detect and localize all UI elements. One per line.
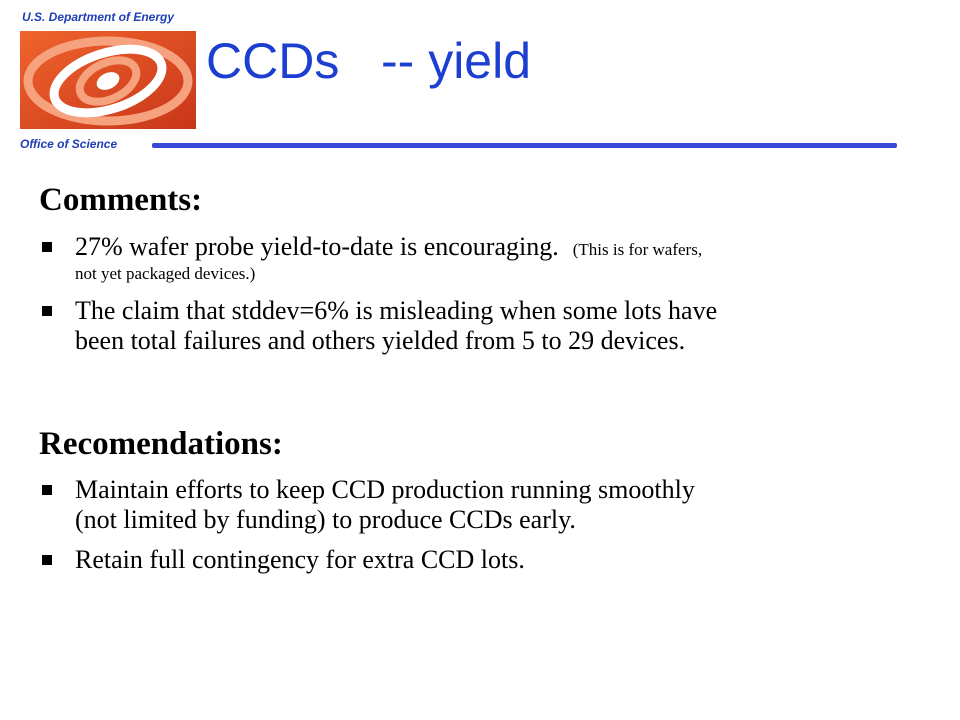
comments-heading: Comments: xyxy=(39,182,203,218)
comments-list xyxy=(39,232,919,356)
square-bullet-icon xyxy=(42,306,52,316)
agency-label: U.S. Department of Energy xyxy=(22,10,175,24)
doe-logo-icon xyxy=(20,31,196,129)
bullet-text: 27% wafer probe yield-to-date is encouraging. xyxy=(75,232,559,261)
square-bullet-icon xyxy=(42,242,52,252)
slide-title: CCDs -- yield xyxy=(206,33,532,89)
list-item xyxy=(39,475,919,535)
bullet-text-line: Maintain efforts to keep CCD production running smoothly xyxy=(75,475,695,504)
list-item xyxy=(39,545,919,575)
bullet-note-continuation: not yet packaged devices.) xyxy=(75,264,256,283)
bullet-text-line: The claim that stddev=6% is misleading when some lots have xyxy=(75,296,718,325)
bullet-note: (This is for wafers, xyxy=(572,240,703,259)
office-label: Office of Science xyxy=(20,137,118,151)
square-bullet-icon xyxy=(42,555,52,565)
list-item xyxy=(39,232,919,286)
recommendations-list xyxy=(39,475,919,575)
recommendations-heading: Recomendations: xyxy=(39,426,283,462)
bullet-text-line: (not limited by funding) to produce CCDs early. xyxy=(75,505,576,534)
list-item xyxy=(39,296,919,356)
bullet-text-line: been total failures and others yielded from 5 to 29 devices. xyxy=(75,326,686,355)
bullet-text: Retain full contingency for extra CCD lots. xyxy=(75,545,525,574)
square-bullet-icon xyxy=(42,485,52,495)
title-divider xyxy=(152,143,897,148)
